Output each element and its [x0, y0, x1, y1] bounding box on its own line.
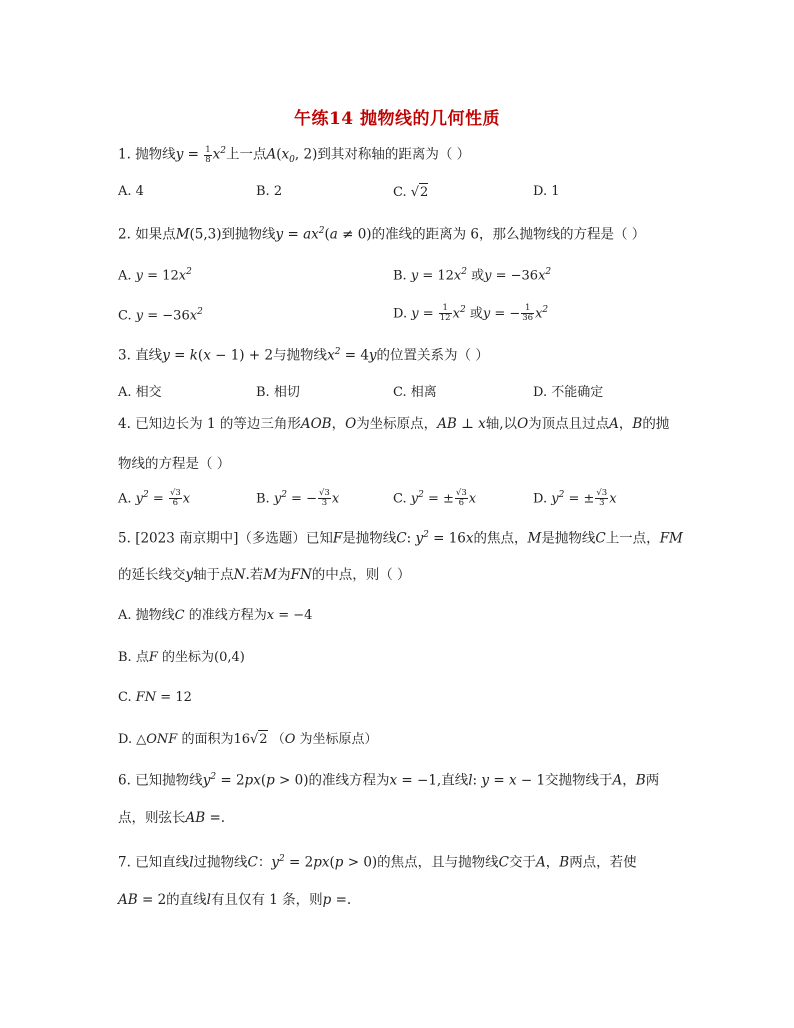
q5-option-b[interactable]: B. 点F 的坐标为(0,4) — [118, 650, 245, 665]
question-5: 5. [2023 南京期中]（多选题）已知F是抛物线C: $y^2 = 16x$的焦点，M是抛物线C上一点，FM — [118, 530, 683, 547]
q4-option-c[interactable]: C. $y^2$ = ± $\frac{√3}{6}$ x — [393, 488, 477, 509]
question-6: 6. 已知抛物线$y^2 = 2px(p > 0)$的准线方程为x = −1,直线l: y = x − 1交抛物线于A，B两 — [118, 772, 660, 789]
q1-option-a[interactable]: A. 4 — [118, 184, 144, 199]
question-2: 2. 如果点M(5,3)到抛物线$y = ax^2(a \ne 0)$的准线的距离为 6，那么抛物线的方程是（ ） — [118, 226, 646, 243]
page-title: 午练14 抛物线的几何性质 — [293, 109, 501, 129]
question-1: 1. 抛物线y = $\frac{1}{8}$ $x^2$上一点$A(x_0$, 2)到其对称轴的距离为（ ） — [118, 144, 471, 166]
q1-option-c[interactable]: C. √2 — [393, 185, 429, 200]
question-4: 4. 已知边长为 1 的等边三角形AOB，O为坐标原点，AB ⊥ x轴,以O为顶点且过点A，B的抛 — [118, 416, 670, 432]
q3-option-a[interactable]: A. 相交 — [118, 385, 162, 400]
question-4-line-2: 物线的方程是（ ） — [118, 456, 231, 472]
q2-option-d[interactable]: D. y = $\frac{1}{12}$ $x^2$ 或y = − $\frac{1}{36}$ $x^2$ — [393, 303, 549, 324]
q1-option-d[interactable]: D. 1 — [533, 184, 560, 199]
q2-option-a[interactable]: A. $y = 12x^2$ — [118, 267, 192, 284]
q4-option-b[interactable]: B. $y^2$ = − $\frac{√3}{3}$ x — [256, 488, 340, 509]
question-3: 3. 直线y = k(x − 1) + 2与抛物线$x^2 = 4y$的位置关系为（ ） — [118, 347, 489, 364]
q2-option-c[interactable]: C. $y = -36x^2$ — [118, 307, 203, 324]
question-5-line-2: 的延长线交y轴于点N.若M为FN的中点，则（ ） — [118, 567, 411, 583]
q3-option-b[interactable]: B. 相切 — [256, 385, 300, 400]
q4-option-a[interactable]: A. $y^2$ = $\frac{√3}{6}$ x — [118, 488, 191, 509]
question-6-line-2: 点，则弦长AB =. — [118, 810, 226, 826]
q5-option-a[interactable]: A. 抛物线C 的准线方程为x = −4 — [118, 608, 313, 623]
question-7: 7. 已知直线l过抛物线C：$y^2 = 2px(p > 0)$的焦点，且与抛物线C交于A，B两点，若使 — [118, 854, 637, 871]
q3-option-c[interactable]: C. 相离 — [393, 385, 437, 400]
q3-option-d[interactable]: D. 不能确定 — [533, 385, 604, 400]
question-7-line-2: AB = 2的直线l有且仅有 1 条，则p =. — [118, 892, 352, 908]
q2-option-b[interactable]: B. $y = 12x^2$ 或$y = -36x^2$ — [393, 267, 552, 284]
q1-option-b[interactable]: B. 2 — [256, 184, 283, 199]
q4-option-d[interactable]: D. $y^2$ = ± $\frac{√3}{3}$ x — [533, 488, 617, 509]
q5-option-d[interactable]: D. △ONF 的面积为16√2 （O 为坐标原点） — [118, 732, 378, 747]
q5-option-c[interactable]: C. FN = 12 — [118, 690, 192, 705]
